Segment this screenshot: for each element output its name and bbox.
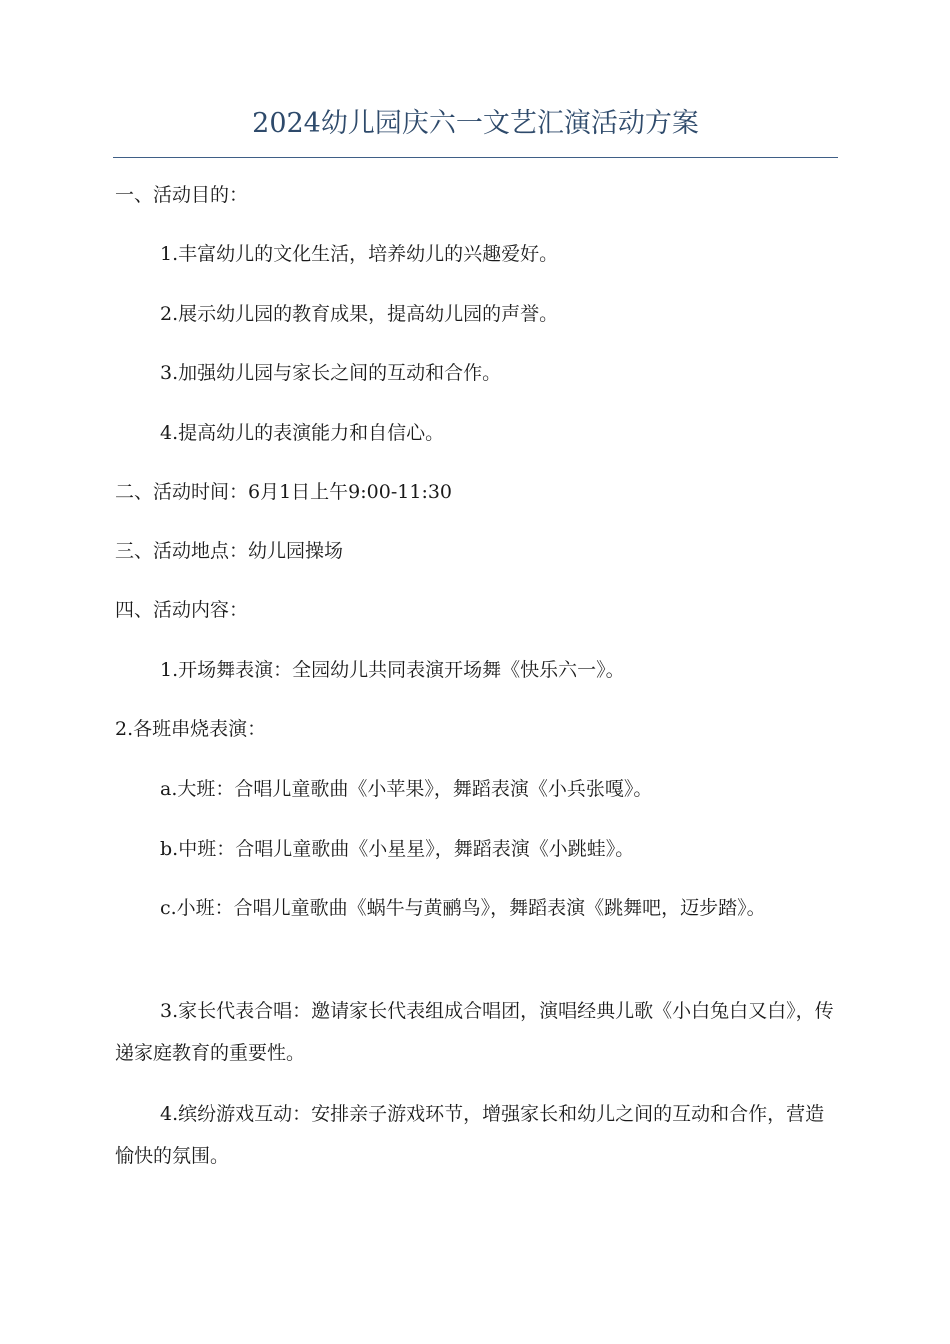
purpose-item-2: 2.展示幼儿园的教育成果，提高幼儿园的声誉。 xyxy=(160,303,559,325)
purpose-item-3: 3.加强幼儿园与家长之间的互动和合作。 xyxy=(160,362,502,384)
class-item-middle: b.中班：合唱儿童歌曲《小星星》，舞蹈表演《小跳蛙》。 xyxy=(160,838,635,860)
purpose-item-4: 4.提高幼儿的表演能力和自信心。 xyxy=(160,422,445,444)
content-item-parents-choir: 3.家长代表合唱：邀请家长代表组成合唱团，演唱经典儿歌《小白兔白又白》，传递家庭教育的重要性。 xyxy=(115,1000,834,1064)
class-item-junior: c.小班：合唱儿童歌曲《蜗牛与黄鹂鸟》，舞蹈表演《跳舞吧，迈步踏》。 xyxy=(160,897,766,919)
content-item-opening-dance: 1.开场舞表演：全园幼儿共同表演开场舞《快乐六一》。 xyxy=(160,659,625,681)
class-item-senior: a.大班：合唱儿童歌曲《小苹果》，舞蹈表演《小兵张嘎》。 xyxy=(160,778,653,800)
section-heading-location: 三、活动地点：幼儿园操场 xyxy=(115,540,344,562)
section-heading-time: 二、活动时间：6月1日上午9:00-11:30 xyxy=(115,481,453,503)
document-title: 2024幼儿园庆六一文艺汇演活动方案 xyxy=(252,108,699,139)
content-item-games: 4.缤纷游戏互动：安排亲子游戏环节，增强家长和幼儿之间的互动和合作，营造愉快的氛围。 xyxy=(115,1103,825,1167)
content-item-class-medley: 2.各班串烧表演： xyxy=(115,718,267,740)
section-heading-purpose: 一、活动目的： xyxy=(115,184,249,206)
section-heading-content: 四、活动内容： xyxy=(115,599,249,621)
purpose-item-1: 1.丰富幼儿的文化生活，培养幼儿的兴趣爱好。 xyxy=(160,243,559,265)
title-divider xyxy=(113,157,838,158)
